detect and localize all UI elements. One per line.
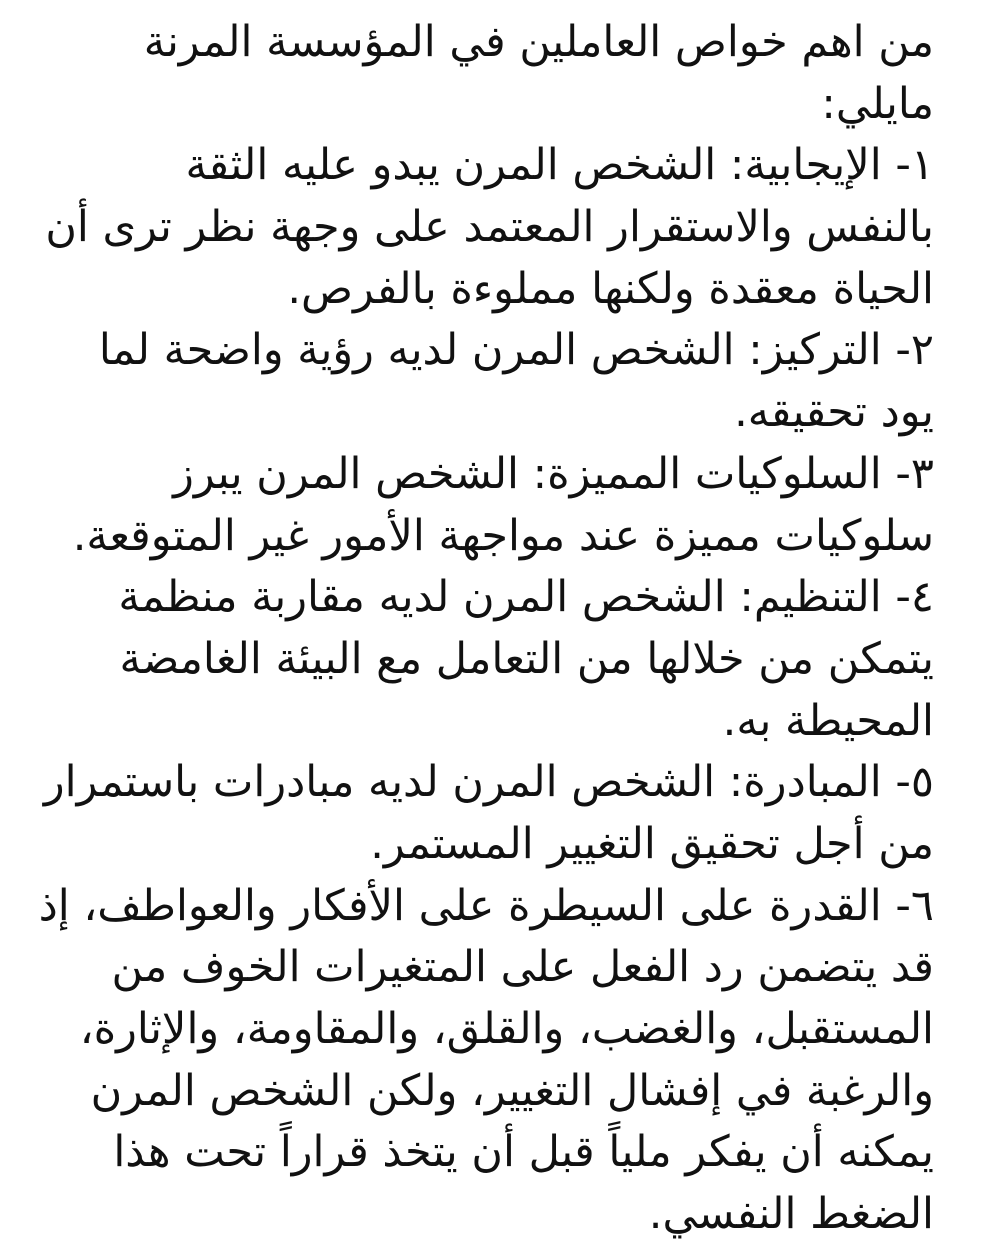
text-line-6: ٢- التركيز: الشخص المرن لديه رؤية واضحة لما	[98, 325, 934, 376]
text-line-20: الضغط النفسي.	[648, 1189, 934, 1240]
text-line-7: يود تحقيقه.	[734, 387, 934, 438]
text-line-5: الحياة معقدة ولكنها مملوءة بالفرص.	[287, 263, 934, 314]
text-line-12: المحيطة به.	[722, 695, 934, 746]
text-line-15: ٦- القدرة على السيطرة على الأفكار والعواطف، إذ	[38, 880, 934, 931]
text-line-16: قد يتضمن رد الفعل على المتغيرات الخوف من	[111, 942, 934, 993]
text-line-1: من اهم خواص العاملين في المؤسسة المرنة	[143, 17, 934, 67]
text-line-4: بالنفس والاستقرار المعتمد على وجهة نظر ترى أن	[45, 202, 934, 253]
text-line-3: ١- الإيجابية: الشخص المرن يبدو عليه الثقة	[185, 140, 934, 191]
text-line-13: ٥- المبادرة: الشخص المرن لديه مبادرات باستمرار	[43, 757, 934, 808]
text-line-14: من أجل تحقيق التغيير المستمر.	[370, 818, 934, 869]
text-line-2: مايلي:	[821, 78, 934, 129]
text-line-11: يتمكن من خلالها من التعامل مع البيئة الغامضة	[119, 633, 934, 684]
text-line-8: ٣- السلوكيات المميزة: الشخص المرن يبرز	[173, 448, 934, 499]
text-line-17: المستقبل، والغضب، والقلق، والمقاومة، والإثارة،	[79, 1004, 934, 1054]
text-line-10: ٤- التنظيم: الشخص المرن لديه مقاربة منظمة	[118, 572, 934, 623]
text-line-19: يمكنه أن يفكر ملياً قبل أن يتخذ قراراً تحت هذا	[113, 1127, 934, 1178]
text-line-18: والرغبة في إفشال التغيير، ولكن الشخص المرن	[90, 1065, 934, 1116]
text-line-9: سلوكيات مميزة عند مواجهة الأمور غير المتوقعة.	[72, 510, 934, 561]
